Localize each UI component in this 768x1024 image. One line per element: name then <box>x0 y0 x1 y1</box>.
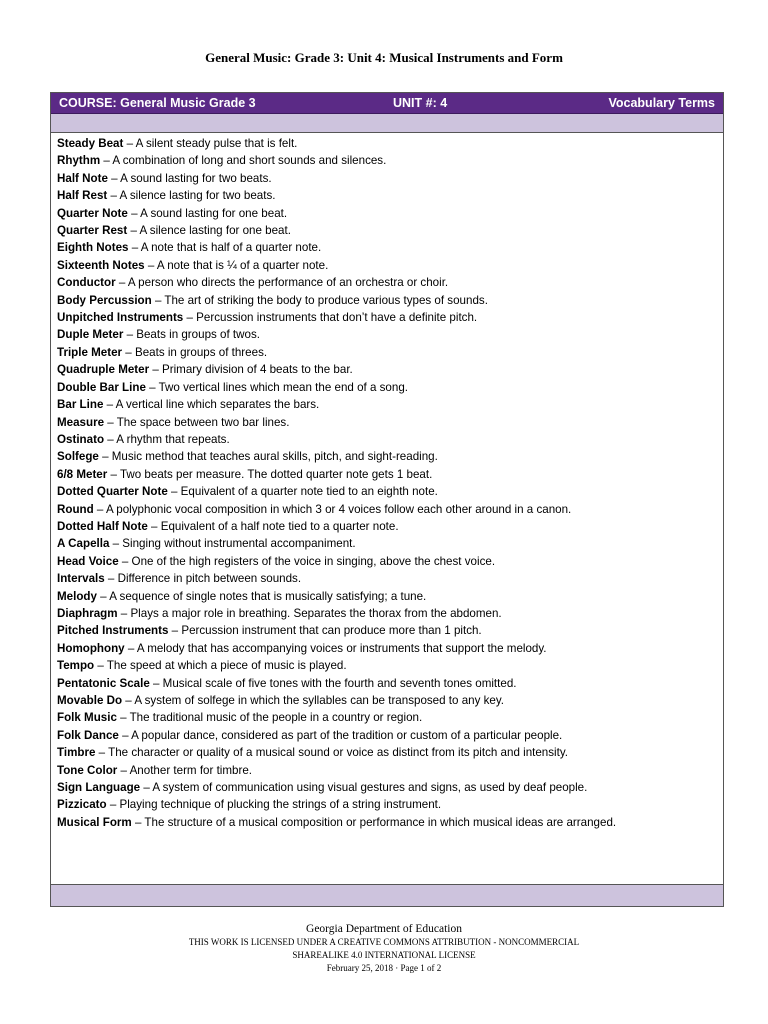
list-item <box>57 692 717 709</box>
list-item <box>57 344 717 361</box>
list-item <box>57 466 717 483</box>
list-item <box>57 396 717 413</box>
term-definition: – A note that is half of a quarter note. <box>128 241 322 255</box>
term-definition: – A system of solfege in which the syllables can be transposed to any key. <box>122 694 505 707</box>
list-item <box>57 326 717 343</box>
list-item <box>57 796 717 813</box>
term-name: Tempo <box>57 659 95 673</box>
list-item <box>57 414 717 431</box>
term-definition: – A system of communication using visual gestures and signs, as used by deaf people. <box>140 781 588 795</box>
term-definition: – A person who directs the performance of an orchestra or choir. <box>115 276 449 290</box>
list-item <box>57 292 717 309</box>
term-definition: – One of the high registers of the voice in singing, above the chest voice. <box>118 554 496 568</box>
list-item <box>57 501 717 518</box>
term-definition: – Two vertical lines which mean the end of a song. <box>145 380 408 394</box>
term-definition: – The space between two bar lines. <box>104 415 290 429</box>
list-item <box>57 744 717 761</box>
term-definition: – The traditional music of the people in a country or region. <box>116 711 423 725</box>
term-name: Timbre <box>57 746 96 760</box>
term-name: Measure <box>57 415 105 429</box>
term-definition: – A silence lasting for two beats. <box>107 189 276 203</box>
footer-license-line-1: THIS WORK IS LICENSED UNDER A CREATIVE COMMONS ATTRIBUTION - NONCOMMERCIAL <box>188 937 580 947</box>
list-item <box>57 675 717 692</box>
list-item <box>57 762 717 779</box>
term-definition: – Two beats per measure. The dotted quarter note gets 1 beat. <box>107 467 433 481</box>
list-item <box>57 379 717 396</box>
term-name: Dotted Quarter Note <box>57 485 168 499</box>
table-footer-bar <box>51 885 723 906</box>
list-item <box>57 779 717 796</box>
term-definition: – Singing without instrumental accompaniment. <box>109 537 356 551</box>
term-name: Ostinato <box>57 432 105 446</box>
term-definition: – Musical scale of five tones with the fourth and seventh tones omitted. <box>149 676 517 690</box>
term-definition: – A sound lasting for one beat. <box>127 206 288 220</box>
list-item <box>57 657 717 674</box>
list-item <box>57 135 717 152</box>
term-name: Head Voice <box>57 554 119 568</box>
term-name: Pentatonic Scale <box>57 676 150 690</box>
list-item <box>57 448 717 465</box>
list-item <box>57 361 717 378</box>
term-definition: – Playing technique of plucking the strings of a string instrument. <box>106 798 442 812</box>
term-name: Steady Beat <box>57 137 124 150</box>
term-name: Eighth Notes <box>57 241 129 255</box>
list-item <box>57 709 717 726</box>
term-definition: – Equivalent of a half note tied to a quarter note. <box>147 519 399 533</box>
list-item <box>57 605 717 622</box>
list-item <box>57 170 717 187</box>
unit-label: UNIT #: 4 <box>393 96 448 110</box>
term-name: Pitched Instruments <box>57 624 169 638</box>
term-name: Quarter Rest <box>57 224 128 238</box>
term-definition: – A rhythm that repeats. <box>104 432 230 446</box>
term-definition: – Equivalent of a quarter note tied to an eighth note. <box>167 485 438 499</box>
term-name: Folk Dance <box>57 728 119 742</box>
term-definition: – A melody that has accompanying voices or instruments that support the melody. <box>124 641 547 655</box>
term-definition: – A popular dance, considered as part of the tradition or custom of a particular people. <box>118 728 563 742</box>
term-name: Rhythm <box>57 154 101 168</box>
table-header-bar <box>51 93 723 114</box>
term-name: Diaphragm <box>57 606 118 620</box>
term-name: Melody <box>57 589 97 603</box>
term-definition: – A sequence of single notes that is musically satisfying; a tune. <box>96 589 427 603</box>
list-item <box>57 727 717 744</box>
term-name: Movable Do <box>57 694 123 707</box>
term-name: Sign Language <box>57 781 141 795</box>
list-item <box>57 187 717 204</box>
term-name: Triple Meter <box>57 345 123 359</box>
term-name: Sixteenth Notes <box>57 258 145 272</box>
list-item <box>57 535 717 552</box>
term-name: Unpitched Instruments <box>57 311 184 325</box>
term-definition: – Beats in groups of threes. <box>122 345 268 359</box>
term-name: Dotted Half Note <box>57 519 148 533</box>
term-name: Homophony <box>57 641 125 655</box>
list-item <box>57 205 717 222</box>
term-name: Duple Meter <box>57 328 124 342</box>
term-name: Bar Line <box>57 398 104 412</box>
footer-license-line-2: SHAREALIKE 4.0 INTERNATIONAL LICENSE <box>292 950 476 960</box>
term-definition: – The character or quality of a musical sound or voice as distinct from its pitch and intensity. <box>95 746 569 760</box>
term-name: Half Rest <box>57 189 108 203</box>
term-definition: – A polyphonic vocal composition in which 3 or 4 voices follow each other around in a canon. <box>93 502 572 516</box>
table-subheader-bar <box>51 114 723 133</box>
list-item <box>57 483 717 500</box>
term-definition: – The structure of a musical composition or performance in which musical ideas are arranged. <box>131 815 617 829</box>
list-item <box>57 622 717 639</box>
term-name: Folk Music <box>57 711 117 725</box>
term-definition: – A note that is ¼ of a quarter note. <box>144 258 329 272</box>
term-name: Half Note <box>57 171 108 185</box>
term-definition: – A silent steady pulse that is felt. <box>123 137 298 150</box>
vocabulary-table <box>50 92 724 907</box>
term-name: Double Bar Line <box>57 380 146 394</box>
term-name: Musical Form <box>57 815 132 829</box>
term-name: A Capella <box>57 537 110 551</box>
term-name: Quarter Note <box>57 206 128 220</box>
term-definition: – A sound lasting for two beats. <box>107 171 272 185</box>
term-definition: – Percussion instrument that can produce more than 1 pitch. <box>168 624 482 638</box>
term-name: Quadruple Meter <box>57 363 150 377</box>
term-name: Tone Color <box>57 763 118 777</box>
list-item <box>57 431 717 448</box>
list-item <box>57 588 717 605</box>
list-item <box>57 640 717 657</box>
list-item <box>57 152 717 169</box>
list-item <box>57 239 717 256</box>
term-definition: – Another term for timbre. <box>117 763 252 777</box>
term-name: Intervals <box>57 572 105 586</box>
list-item <box>57 518 717 535</box>
terms-list <box>51 133 723 885</box>
term-definition: – Beats in groups of twos. <box>123 328 260 342</box>
term-definition: – A vertical line which separates the bars. <box>103 398 320 412</box>
document-title: General Music: Grade 3: Unit 4: Musical Instruments and Form <box>205 50 563 65</box>
term-definition: – A silence lasting for one beat. <box>127 224 291 238</box>
term-definition: – The speed at which a piece of music is played. <box>94 659 347 673</box>
section-label: Vocabulary Terms <box>608 96 715 110</box>
list-item <box>57 814 717 831</box>
list-item <box>57 274 717 291</box>
term-definition: – Plays a major role in breathing. Separates the thorax from the abdomen. <box>117 606 502 620</box>
term-name: Conductor <box>57 276 116 290</box>
footer-org: Georgia Department of Education <box>306 923 462 935</box>
term-definition: – Percussion instruments that don’t have a definite pitch. <box>183 311 478 325</box>
footer-date-page: February 25, 2018 · Page 1 of 2 <box>326 963 442 973</box>
course-label: COURSE: General Music Grade 3 <box>59 96 256 110</box>
list-item <box>57 553 717 570</box>
term-definition: – Primary division of 4 beats to the bar. <box>149 363 353 377</box>
term-name: Solfege <box>57 450 99 464</box>
list-item <box>57 570 717 587</box>
term-name: Pizzicato <box>57 798 107 812</box>
term-name: Round <box>57 502 94 516</box>
term-definition: – Difference in pitch between sounds. <box>104 572 302 586</box>
term-definition: – Music method that teaches aural skills, pitch, and sight-reading. <box>98 450 438 464</box>
term-name: Body Percussion <box>57 293 152 307</box>
list-item <box>57 222 717 239</box>
page-footer <box>0 922 768 975</box>
list-item <box>57 309 717 326</box>
term-definition: – A combination of long and short sounds and silences. <box>100 154 387 168</box>
list-item <box>57 257 717 274</box>
term-definition: – The art of striking the body to produce various types of sounds. <box>151 293 488 307</box>
term-name: 6/8 Meter <box>57 467 108 481</box>
